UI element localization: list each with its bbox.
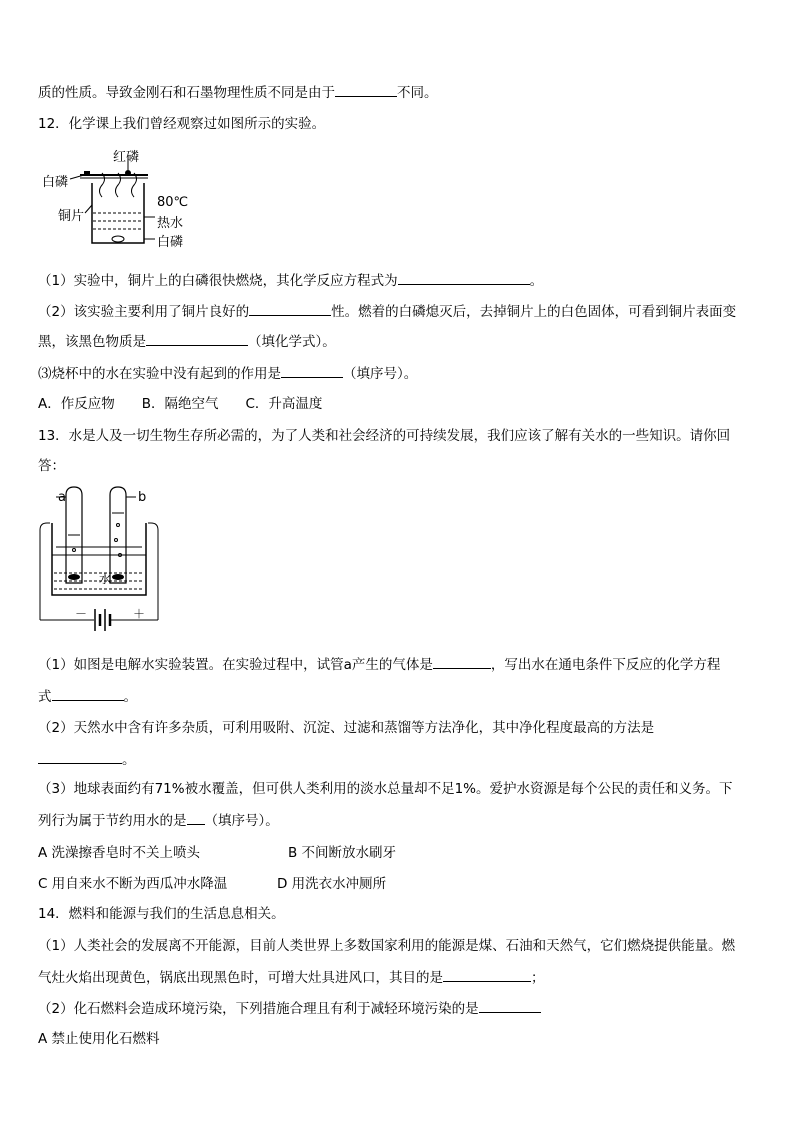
q12-part1: （1）实验中，铜片上的白磷很快燃烧，其化学反应方程式为 。 <box>38 270 543 291</box>
q12-part2: （2）该实验主要利用了铜片良好的 性。燃着的白磷熄灭后，去掉铜片上的白色固体，可看到铜片表面变 <box>38 301 736 322</box>
electrolysis-apparatus <box>38 485 168 640</box>
blank[interactable] <box>38 749 122 764</box>
blank[interactable] <box>281 363 343 378</box>
q14-part1: （1）人类社会的发展离不开能源，目前人类世界上多数国家利用的能源是煤、石油和天然气，它们燃烧提供能量。燃 <box>38 938 736 954</box>
label-copper-sheet: 铜片 <box>58 209 85 224</box>
label-temperature: 80℃ <box>157 195 189 210</box>
q13-stem-cont: 答： <box>38 458 65 474</box>
q13-stem: 13．水是人及一切生物生存所必需的，为了人类和社会经济的可持续发展，我们应该了解有关水的一些知识。请你回 <box>38 428 731 444</box>
blank[interactable] <box>443 967 531 982</box>
blank[interactable] <box>398 270 530 285</box>
q13-part2-cont: 。 <box>38 749 136 770</box>
label-tube-a: a <box>58 490 66 505</box>
q13-option-c: C 用自来水不断为西瓜冲水降温 <box>38 876 228 892</box>
q14-option-a: A 禁止使用化石燃料 <box>38 1031 160 1047</box>
label-red-phosphorus: 红磷 <box>113 150 140 165</box>
q13-part3: （3）地球表面约有71%被水覆盖，但可供人类利用的淡水总量却不足1%。爱护水资源是每个公民的责任和义务。下 <box>38 781 733 797</box>
label-positive: ＋ <box>133 607 146 621</box>
blank[interactable] <box>52 686 124 701</box>
blank[interactable] <box>433 654 491 669</box>
q13-part1: （1）如图是电解水实验装置。在实验过程中，试管a产生的气体是 ，写出水在通电条件下反应的化学方程 <box>38 654 720 675</box>
q12-options: A．作反应物 B．隔绝空气 C．升高温度 <box>38 396 323 412</box>
label-white-phosphorus-top: 白磷 <box>42 175 69 190</box>
q13-option-d: D 用洗衣水冲厕所 <box>277 876 387 892</box>
q13-part3-cont: 列行为属于节约用水的是 （填序号）。 <box>38 810 279 831</box>
q12-part2-cont: 黑，该黑色物质是 （填化学式）。 <box>38 331 336 352</box>
label-water: 水 <box>99 572 112 586</box>
blank[interactable] <box>335 82 397 97</box>
blank[interactable] <box>187 810 205 825</box>
q12-part3: ⑶烧杯中的水在实验中没有起到的作用是 （填序号）。 <box>38 363 417 384</box>
intro-line: 质的性质。导致金刚石和石墨物理性质不同是由于 不同。 <box>38 82 438 103</box>
q14-part1-cont: 气灶火焰出现黄色，锅底出现黑色时，可增大灶具进风口，其目的是 ； <box>38 967 545 988</box>
label-negative: － <box>75 607 88 621</box>
blank[interactable] <box>249 301 331 316</box>
q13-part1-cont: 式 。 <box>38 686 137 707</box>
q14-stem: 14．燃料和能源与我们的生活息息相关。 <box>38 906 285 922</box>
label-tube-b: b <box>138 490 147 505</box>
q14-part2: （2）化石燃料会造成环境污染，下列措施合理且有利于减轻环境污染的是 <box>38 998 541 1019</box>
q13-option-b: B 不间断放水刷牙 <box>288 845 397 861</box>
blank[interactable] <box>146 331 248 346</box>
label-white-phosphorus-bottom: 白磷 <box>157 235 184 250</box>
q13-option-a: A 洗澡擦香皂时不关上喷头 <box>38 845 201 861</box>
blank[interactable] <box>479 998 541 1013</box>
q13-part2: （2）天然水中含有许多杂质，可利用吸附、沉淀、过滤和蒸馏等方法净化，其中净化程度最高的方法是 <box>38 720 655 736</box>
label-hot-water: 热水 <box>157 216 184 231</box>
q12-stem: 12．化学课上我们曾经观察过如图所示的实验。 <box>38 116 326 132</box>
